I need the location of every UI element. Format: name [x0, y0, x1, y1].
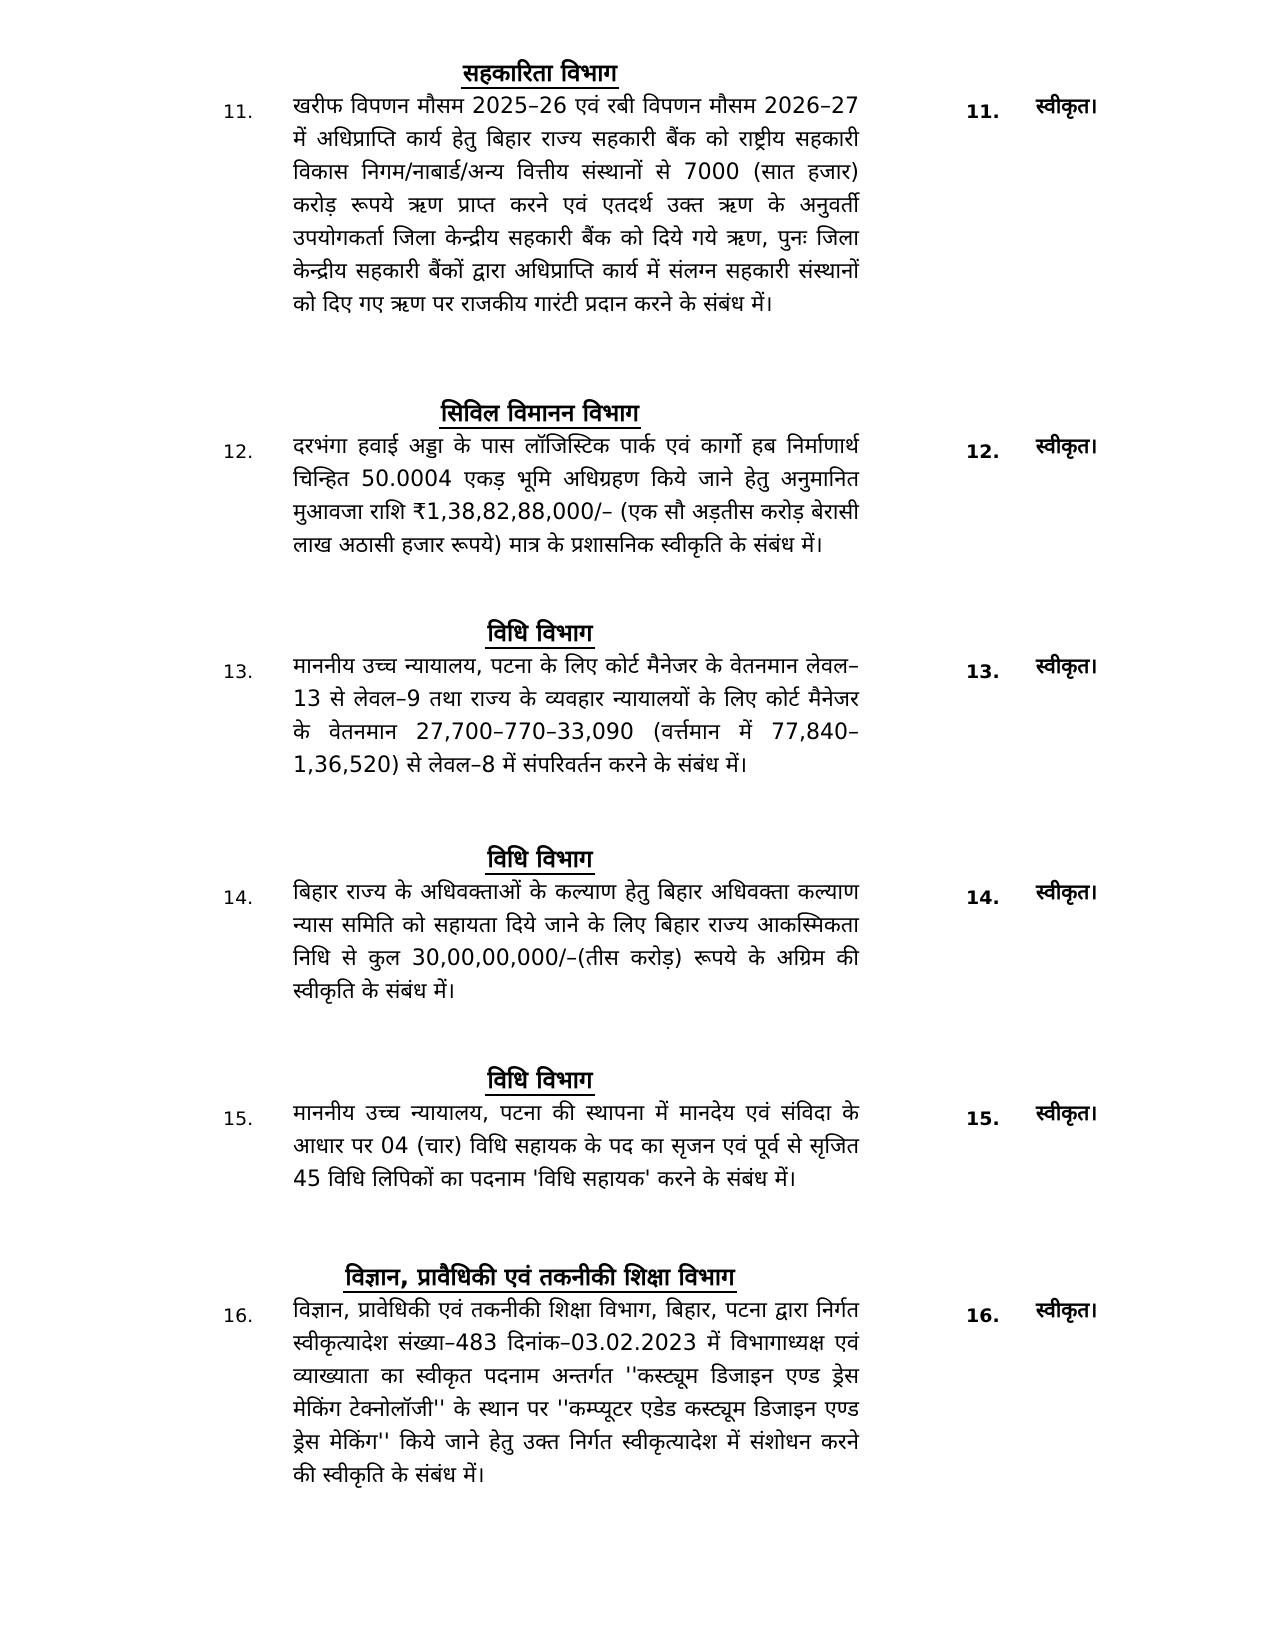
- department-heading: सहकारिता विभाग: [462, 59, 618, 87]
- status-approved: स्वीकृत।: [1036, 880, 1098, 904]
- department-heading: विधि विभाग: [487, 619, 593, 647]
- item-number: 14.: [223, 887, 254, 909]
- result-number: 11.: [966, 101, 1000, 123]
- item-description: दरभंगा हवाई अड्डा के पास लॉजिस्टिक पार्क एवं कार्गो हब निर्माणार्थ चिन्हित 50.0004 एकड़ भूमि अधिग्रहण किये जाने हेतु अनुमानित मुआवजा राशि ₹1,38,82,88,000/– (एक सौ अड़तीस करोड़ बेरासी लाख अठासी हजार रूपये) मात्र के प्रशासनिक स्वीकृति के संबंध में।: [293, 434, 859, 558]
- status-approved: स्वीकृत।: [1036, 1101, 1098, 1125]
- result-number: 16.: [966, 1305, 1000, 1327]
- department-heading: सिविल विमानन विभाग: [441, 399, 639, 427]
- item-description: विज्ञान, प्रावेधिकी एवं तकनीकी शिक्षा विभाग, बिहार, पटना द्वारा निर्गत स्वीकृत्यादेश संख्या–483 दिनांक–03.02.2023 में विभागाध्यक्ष एवं व्याख्याता का स्वीकृत पदनाम अन्तर्गत ''कस्ट्यूम डिजाइन एण्ड ड्रेस मेकिंग टेक्नोलॉजी'' के स्थान पर ''कम्प्यूटर एडेड कस्ट्यूम डिजाइन एण्ड ड्रेस मेकिंग'' किये जाने हेतु उक्त निर्गत स्वीकृत्यादेश में संशोधन करने की स्वीकृति के संबंध में।: [293, 1298, 859, 1488]
- item-number: 12.: [223, 441, 254, 463]
- item-number: 11.: [223, 101, 254, 123]
- status-approved: स्वीकृत।: [1036, 434, 1098, 458]
- item-description: माननीय उच्च न्यायालय, पटना की स्थापना में मानदेय एवं संविदा के आधार पर 04 (चार) विधि सहायक के पद का सृजन एवं पूर्व से सृजित 45 विधि लिपिकों का पदनाम 'विधि सहायक' करने के संबंध में।: [293, 1101, 859, 1192]
- result-number: 15.: [966, 1108, 1000, 1130]
- status-approved: स्वीकृत।: [1036, 94, 1098, 118]
- department-heading: विधि विभाग: [487, 1066, 593, 1094]
- result-number: 12.: [966, 441, 1000, 463]
- item-number: 13.: [223, 661, 254, 683]
- status-approved: स्वीकृत।: [1036, 1298, 1098, 1322]
- item-number: 15.: [223, 1108, 254, 1130]
- item-description: बिहार राज्य के अधिवक्ताओं के कल्याण हेतु बिहार अधिवक्ता कल्याण न्यास समिति को सहायता दिये जाने के लिए बिहार राज्य आकस्मिकता निधि से कुल 30,00,00,000/–(तीस करोड़) रूपये के अग्रिम की स्वीकृति के संबंध में।: [293, 880, 859, 1004]
- item-number: 16.: [223, 1305, 254, 1327]
- item-description: खरीफ विपणन मौसम 2025–26 एवं रबी विपणन मौसम 2026–27 में अधिप्राप्ति कार्य हेतु बिहार राज्य सहकारी बैंक को राष्ट्रीय सहकारी विकास निगम/नाबार्ड/अन्य वित्तीय संस्थानों से 7000 (सात हजार) करोड़ रूपये ऋण प्राप्त करने एवं एतदर्थ उक्त ऋण के अनुवर्ती उपयोगकर्ता जिला केन्द्रीय सहकारी बैंक को दिये गये ऋण, पुनः जिला केन्द्रीय सहकारी बैंकों द्वारा अधिप्राप्ति कार्य में संलग्न सहकारी संस्थानों को दिए गए ऋण पर राजकीय गारंटी प्रदान करने के संबंध में।: [293, 94, 859, 317]
- status-approved: स्वीकृत।: [1036, 654, 1098, 678]
- result-number: 13.: [966, 661, 1000, 683]
- item-description: माननीय उच्च न्यायालय, पटना के लिए कोर्ट मैनेजर के वेतनमान लेवल–13 से लेवल–9 तथा राज्य के व्यवहार न्यायालयों के लिए कोर्ट मैनेजर के वेतनमान 27,700–770–33,090 (वर्त्तमान में 77,840–1,36,520) से लेवल–8 में संपरिवर्तन करने के संबंध में।: [293, 654, 859, 778]
- department-heading: विधि विभाग: [487, 845, 593, 873]
- department-heading: विज्ञान, प्रावैधिकी एवं तकनीकी शिक्षा विभाग: [345, 1263, 735, 1291]
- result-number: 14.: [966, 887, 1000, 909]
